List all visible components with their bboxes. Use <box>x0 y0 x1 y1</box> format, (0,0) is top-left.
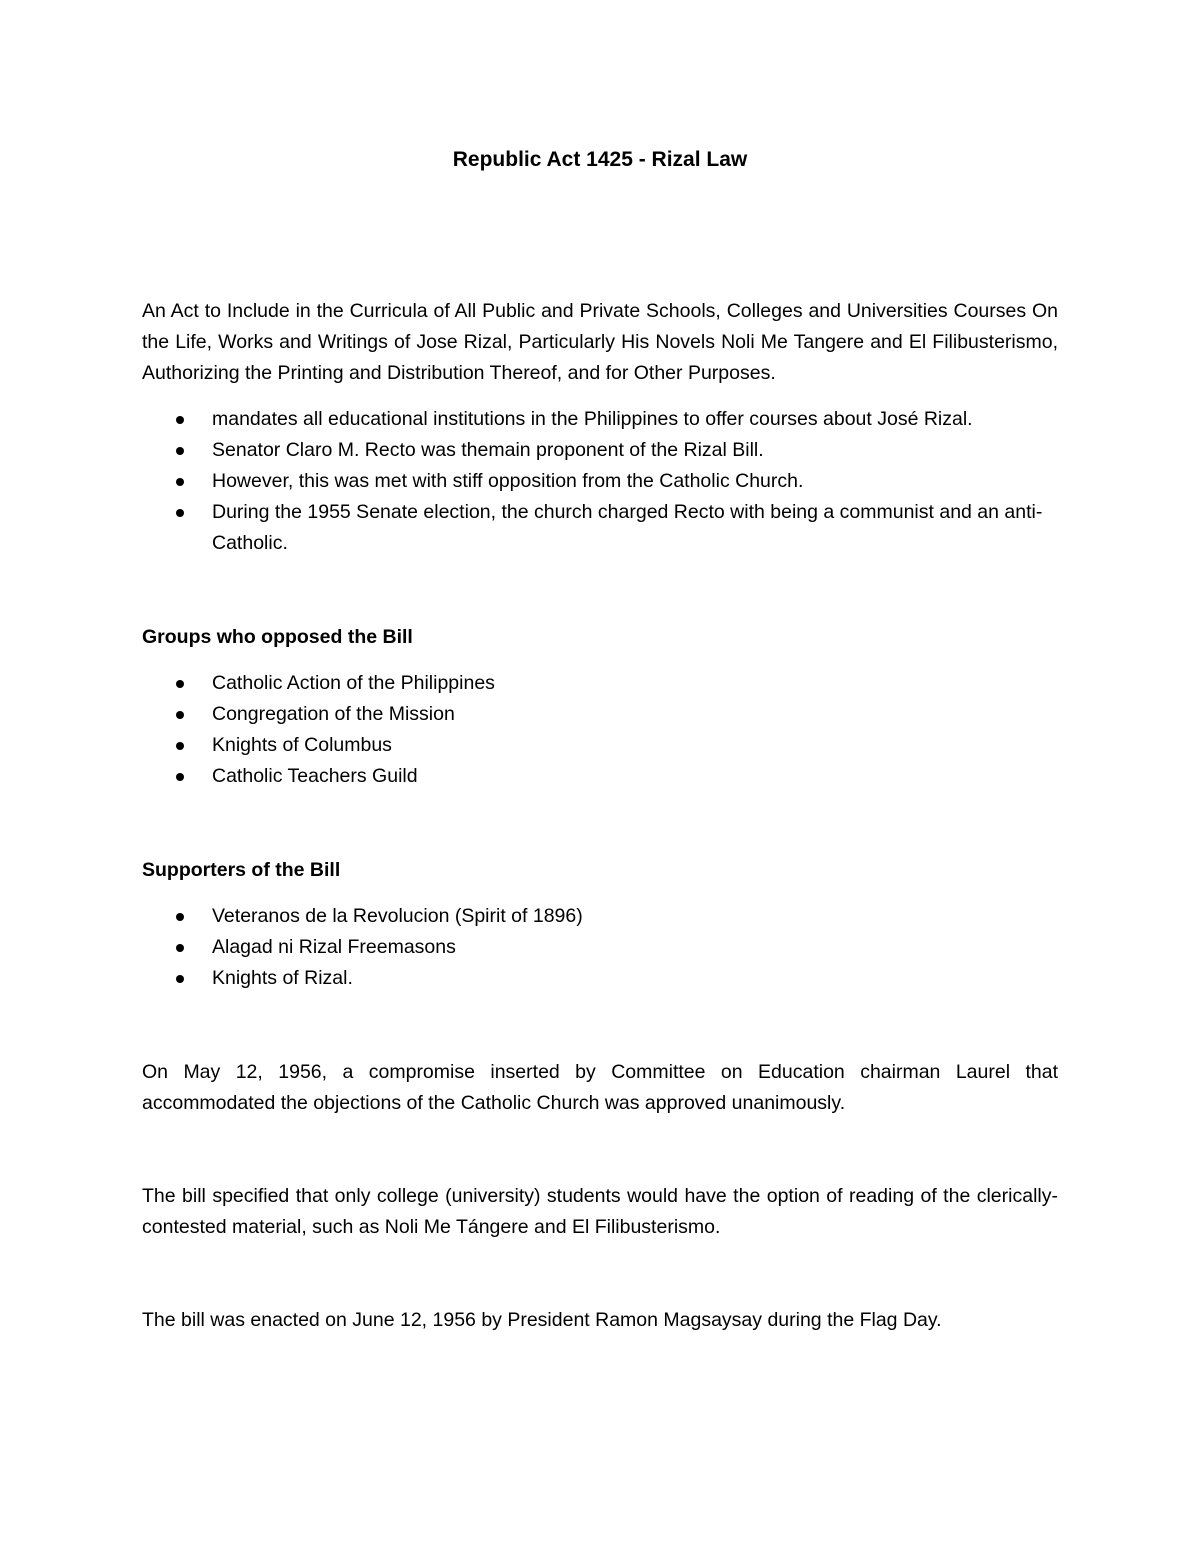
list-item <box>142 668 1058 699</box>
bullet-icon <box>176 680 184 688</box>
bullet-icon <box>176 478 184 486</box>
list-item <box>142 932 1058 963</box>
enactment-paragraph: The bill was enacted on June 12, 1956 by President Ramon Magsaysay during the Flag Day. <box>142 1309 942 1331</box>
supporters-list <box>142 901 1058 994</box>
bill-specification-paragraph: The bill specified that only college (university) students would have the option of reading of the clerically-contested material, such as Noli Me Tángere and El Filibusterismo. <box>142 1185 1058 1238</box>
list-item <box>142 761 1058 792</box>
compromise-paragraph: On May 12, 1956, a compromise inserted by Committee on Education chairman Laurel that accommodated the objections of the Catholic Church was approved unanimously. <box>142 1061 1058 1114</box>
bullet-icon <box>176 711 184 719</box>
list-item-text: Knights of Rizal. <box>212 967 353 989</box>
opposed-heading: Groups who opposed the Bill <box>142 626 413 648</box>
supporters-heading: Supporters of the Bill <box>142 859 341 881</box>
list-item <box>142 497 1058 559</box>
bullet-icon <box>176 742 184 750</box>
document-title: Republic Act 1425 - Rizal Law <box>452 148 748 171</box>
list-item <box>142 466 1058 497</box>
list-item <box>142 404 1058 435</box>
list-item <box>142 963 1058 994</box>
bullet-icon <box>176 773 184 781</box>
list-item <box>142 730 1058 761</box>
list-item-text: mandates all educational institutions in the Philippines to offer courses about José Rizal. <box>212 408 973 430</box>
bullet-icon <box>176 913 184 921</box>
list-item <box>142 435 1058 466</box>
intro-bullet-list <box>142 404 1058 559</box>
bullet-icon <box>176 944 184 952</box>
list-item-text: Veteranos de la Revolucion (Spirit of 1896) <box>212 905 583 927</box>
list-item-text: Alagad ni Rizal Freemasons <box>212 936 456 958</box>
intro-paragraph: An Act to Include in the Curricula of All Public and Private Schools, Colleges and Universities Courses On the Life, Works and Writings of Jose Rizal, Particularly His Novels Noli Me Tangere and El Filibusterismo, Authorizing the Printing and Distribution Thereof, and for Other Purposes. <box>142 300 1058 384</box>
opposed-list <box>142 668 1058 792</box>
bullet-icon <box>176 509 184 517</box>
bullet-icon <box>176 447 184 455</box>
list-item-text: However, this was met with stiff opposition from the Catholic Church. <box>212 470 804 492</box>
bullet-icon <box>176 416 184 424</box>
list-item <box>142 901 1058 932</box>
list-item-text: Knights of Columbus <box>212 734 392 756</box>
list-item-text: Congregation of the Mission <box>212 703 455 725</box>
list-item-text: During the 1955 Senate election, the church charged Recto with being a communist and an anti-Catholic. <box>212 501 1043 554</box>
list-item-text: Catholic Action of the Philippines <box>212 672 495 694</box>
list-item-text: Catholic Teachers Guild <box>212 765 418 787</box>
list-item <box>142 699 1058 730</box>
bullet-icon <box>176 975 184 983</box>
list-item-text: Senator Claro M. Recto was themain proponent of the Rizal Bill. <box>212 439 764 461</box>
